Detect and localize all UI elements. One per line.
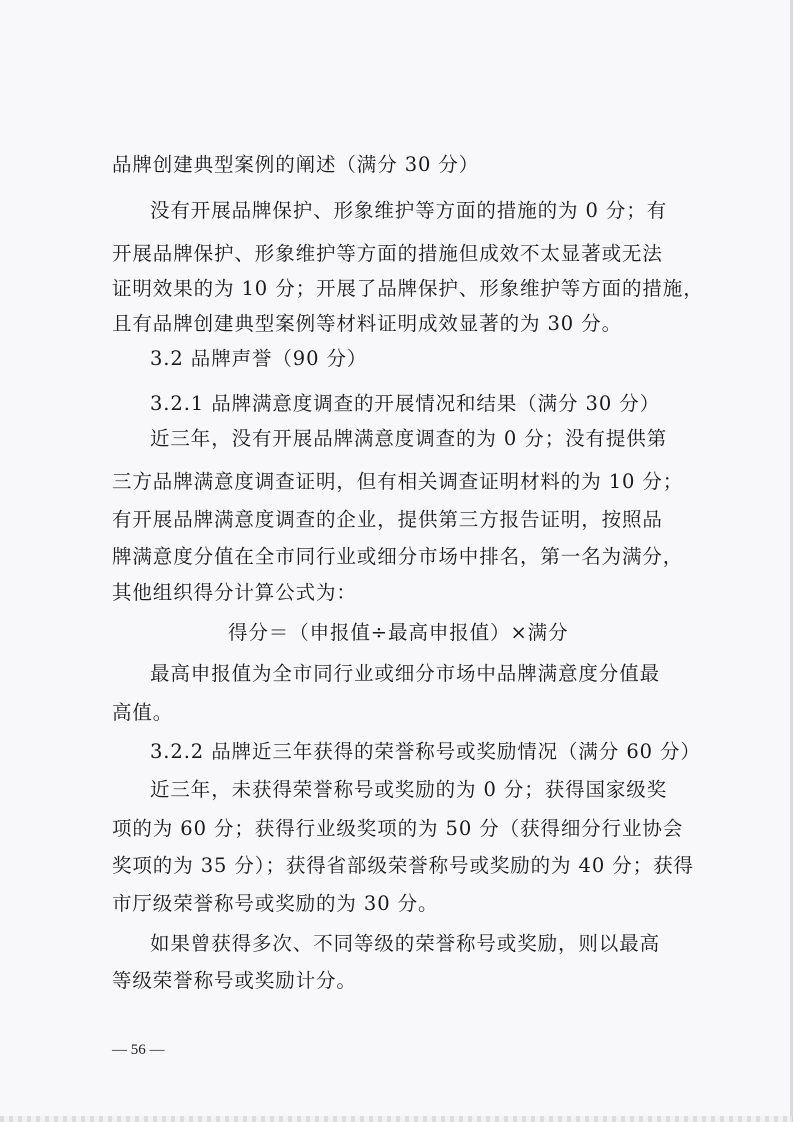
text-line-3: 开展品牌保护、形象维护等方面的措施但成效不太显著或无法 bbox=[112, 242, 663, 265]
text-line-9: 三方品牌满意度调查证明，但有相关调查证明材料的为 10 分； bbox=[112, 470, 684, 493]
text-line-20: 市厅级荣誉称号或奖励的为 30 分。 bbox=[112, 892, 439, 915]
subsection-heading-3-2-1: 3.2.1 品牌满意度调查的开展情况和结果（满分 30 分） bbox=[150, 392, 661, 415]
text-line-15: 高值。 bbox=[112, 701, 174, 724]
text-line-4: 证明效果的为 10 分；开展了品牌保护、形象维护等方面的措施， bbox=[112, 277, 704, 300]
text-line-21: 如果曾获得多次、不同等级的荣誉称号或奖励，则以最高 bbox=[150, 932, 661, 955]
page-edge-bottom bbox=[0, 1116, 793, 1122]
formula-line: 得分＝（申报值÷最高申报值）×满分 bbox=[228, 621, 569, 644]
text-line-2: 没有开展品牌保护、形象维护等方面的措施的为 0 分；有 bbox=[150, 199, 668, 222]
text-line-11: 牌满意度分值在全市同行业或细分市场中排名，第一名为满分， bbox=[112, 545, 684, 568]
text-line-10: 有开展品牌满意度调查的企业，提供第三方报告证明，按照品 bbox=[112, 508, 663, 531]
text-line-19: 奖项的为 35 分）；获得省部级荣誉称号或奖励的为 40 分；获得 bbox=[112, 854, 694, 877]
text-line-12: 其他组织得分计算公式为： bbox=[112, 581, 357, 604]
page-number: — 56 — bbox=[112, 1042, 165, 1058]
text-line-18: 项的为 60 分；获得行业级奖项的为 50 分（获得细分行业协会 bbox=[112, 817, 684, 840]
text-line-17: 近三年，未获得荣誉称号或奖励的为 0 分；获得国家级奖 bbox=[150, 778, 668, 801]
text-line-22: 等级荣誉称号或奖励计分。 bbox=[112, 969, 357, 992]
text-line-8: 近三年，没有开展品牌满意度调查的为 0 分；没有提供第 bbox=[150, 427, 668, 450]
text-line-5: 且有品牌创建典型案例等材料证明成效显著的为 30 分。 bbox=[112, 312, 623, 335]
section-heading-3-2: 3.2 品牌声誉（90 分） bbox=[150, 347, 368, 370]
subsection-heading-3-2-2: 3.2.2 品牌近三年获得的荣誉称号或奖励情况（满分 60 分） bbox=[150, 740, 701, 763]
text-line-1: 品牌创建典型案例的阐述（满分 30 分） bbox=[112, 153, 480, 176]
text-line-14: 最高申报值为全市同行业或细分市场中品牌满意度分值最 bbox=[150, 662, 661, 685]
